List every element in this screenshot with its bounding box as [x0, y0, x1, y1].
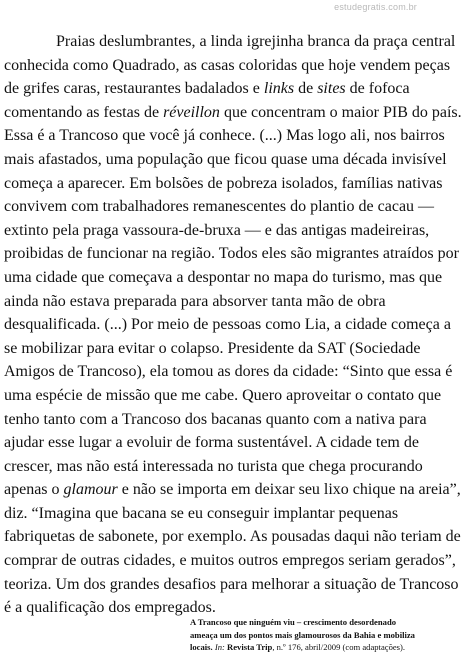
text-line: proibidas de funcionar na região. Todos eles são migrantes atraídos por: [4, 245, 459, 263]
source-citation: [190, 616, 423, 654]
text-line: tenho tanto com a Trancoso dos bacanas quanto com a nativa para: [4, 410, 427, 428]
citation-title-end: locais.: [190, 642, 213, 652]
text-line: extinto pela praga vassoura-de-bruxa — e das antigas madeireiras,: [4, 221, 430, 239]
text-line: Amigos de Trancoso), ela tomou as dores da cidade: “Sinto que essa é: [4, 363, 453, 381]
text-line: apenas o glamour e não se importa em deixar seu lixo chique na areia”,: [4, 481, 461, 499]
text-line: se mobilizar para evitar o colapso. Presidente da SAT (Sociedade: [4, 339, 421, 357]
text-line: desqualificada. (...) Por meio de pessoas como Lia, a cidade começa a: [4, 316, 451, 334]
text-line: mais afastados, uma população que ficou quase uma década invisível: [4, 150, 447, 168]
text-line: convivem com trabalhadores remanescentes do plantio de cacau —: [4, 198, 435, 216]
text-line: teoriza. Um dos grandes desafios para melhorar a situação de Trancoso: [4, 575, 459, 593]
text-line: conhecida como Quadrado, as casas coloridas que hoje vendem peças: [4, 56, 451, 74]
citation-line: [190, 629, 423, 642]
text-line: ainda não estava preparada para absorver tanta mão de obra: [4, 292, 386, 310]
citation-title-cont: ameaça um dos pontos mais glamourosos da Bahia e mobiliza: [190, 629, 415, 640]
citation-line: [190, 616, 423, 629]
text-line: Essa é a Trancoso que você já conhece. (...) Mas logo ali, nos bairros: [4, 127, 445, 145]
watermark: estudegratis.com.br: [334, 2, 417, 12]
text-line: uma espécie de missão que me cabe. Quero aproveitar o contato que: [4, 386, 442, 404]
text-line: ajudar esse lugar a evoluir de forma sustentável. A cidade tem de: [4, 434, 419, 452]
text-line: diz. “Imagina que bacana se eu conseguir implantar pequenas: [4, 504, 399, 522]
citation-title: A Trancoso que ninguém viu – crescimento desordenado: [190, 617, 397, 627]
text-line: começa a aparecer. Em bolsões de pobreza isolados, famílias nativas: [4, 174, 443, 192]
text-line: de grifes caras, restaurantes badalados e links de sites de fofoca: [4, 80, 410, 98]
citation-source: Revista Trip: [227, 642, 273, 652]
body-text: [4, 30, 462, 620]
text-line: comprar de outras cidades, e muitos outros empregos seriam gerados”,: [4, 552, 456, 570]
text-line: fabriquetas de sabonete, por exemplo. As pousadas daqui não teriam de: [4, 528, 461, 546]
citation-details: , n.º 176, abril/2009 (com adaptações).: [272, 642, 406, 652]
text-line: é a qualificação dos empregados.: [4, 599, 216, 617]
text-line: comentando as festas de réveillon que concentram o maior PIB do país.: [4, 103, 462, 121]
citation-line: [190, 641, 423, 654]
text-line: crescer, mas não está interessada no turista que chega procurando: [4, 457, 423, 475]
citation-in: In:: [214, 642, 225, 652]
text-line: uma cidade que começava a despontar no mapa do turismo, mas que: [4, 268, 443, 286]
text-line: Praias deslumbrantes, a linda igrejinha branca da praça central: [56, 33, 456, 50]
